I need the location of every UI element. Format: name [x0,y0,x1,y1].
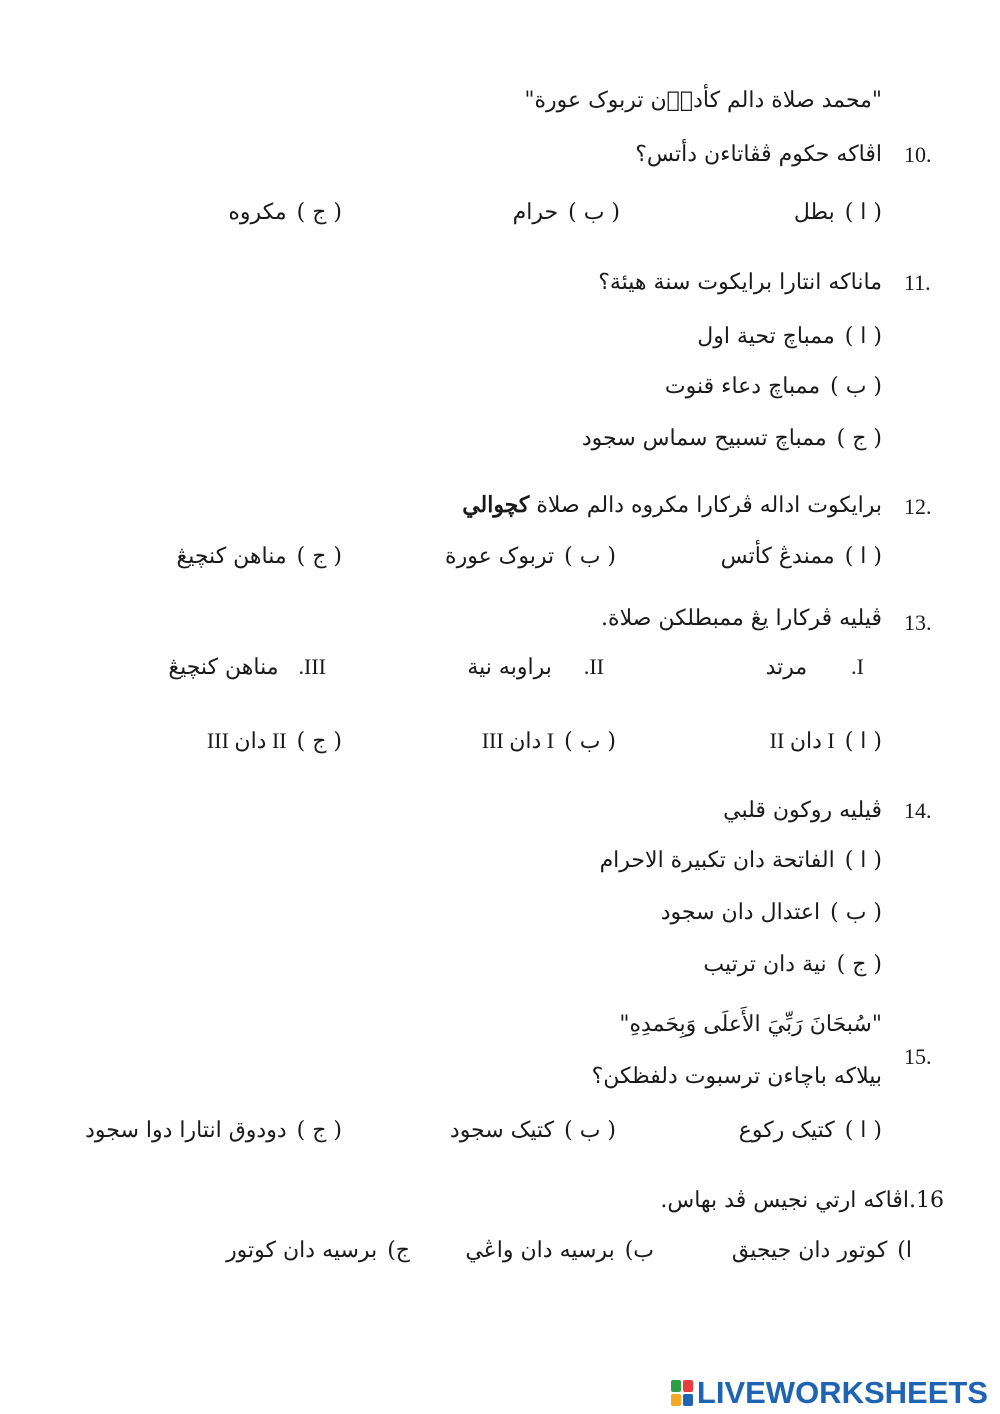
q13-statement-iii-label: III. [298,654,326,679]
q16-option-a-text: كوتور دان جيجيق [731,1238,888,1263]
q14-option-b-text: اعتدال دان سجود [660,900,821,925]
q15-quote: "سُبحَانَ رَبِّيَ الأَعلَى وَبِحَمدِهِ" [619,1012,882,1037]
q12-option-a-label: ( ا ) [844,544,882,569]
q15-option-c-label: ( ج ) [296,1118,342,1143]
logo-square-yellow [671,1394,681,1406]
q14-option-c-label: ( ج ) [836,952,882,977]
q15-text: بيلاكه باچاءن ترسبوت دلفظكن؟ [591,1064,882,1089]
q13-option-b-text: I دان III [481,728,555,753]
q13-option-b[interactable] [482,726,616,757]
q15-option-b-label: ( ب ) [564,1118,616,1143]
q12-option-c-text: مناهن كنچيڠ [176,544,287,569]
q11-option-a[interactable] [697,322,882,352]
q12-option-c-label: ( ج ) [296,544,342,569]
q16-option-c-label: ج) [387,1238,410,1263]
q13-statement-iii-text: مناهن كنچيڠ [168,655,279,680]
q12-option-b-label: ( ب ) [564,544,616,569]
q12-text-line [462,490,882,521]
q10-option-b-label: ( ب ) [568,200,620,225]
q14-text: ڤيليه روكون قلبي [723,798,882,823]
q10-option-b-text: حرام [512,200,559,225]
q15-option-a-text: كتيک رکوع [738,1118,835,1143]
q16-option-b-label: ب) [624,1238,654,1263]
q13-number: 13. [904,610,932,635]
q12-text-bold: كچوالي [462,492,530,518]
q14-option-a[interactable] [600,846,882,876]
q13-option-c-text: II دان III [206,728,287,753]
q13-statement-i-label: I. [851,654,864,679]
q15-option-b-text: كتيک سجود [449,1118,555,1143]
q14-option-b-label: ( ب ) [830,900,882,925]
q10-option-b[interactable] [513,198,620,228]
q13-statement-ii [467,652,604,683]
q13-option-a-label: ( ا ) [844,729,882,754]
logo-square-blue [683,1394,693,1406]
q13-option-a[interactable] [770,726,882,757]
q14-option-a-text: الفاتحة دان تكبيرة الاحرام [599,848,835,873]
q10-number: 10. [904,142,932,167]
q12-option-a-text: ممندڠ كأتس [720,544,835,569]
q16-option-a-label: ا) [897,1238,912,1263]
liveworksheets-logo-icon [671,1380,693,1406]
q11-option-b[interactable] [665,372,882,402]
q15-option-a[interactable] [739,1116,882,1146]
q12-option-c[interactable] [177,542,343,572]
q16-option-b-text: برسيه دان واڠي [465,1238,615,1263]
q15-option-c[interactable] [85,1116,342,1146]
q13-statement-ii-label: II. [583,654,604,679]
q10-option-a-text: بطل [793,200,835,225]
q15-option-c-text: دودوق انتارا دوا سجود [85,1118,287,1143]
q13-statement-iii [168,652,326,683]
q10-option-a-label: ( ا ) [844,200,882,225]
q15-option-a-label: ( ا ) [844,1118,882,1143]
q13-option-c[interactable] [207,726,342,757]
q12-option-b[interactable] [445,542,616,572]
q15-number: 15. [904,1044,932,1069]
q14-number: 14. [904,798,932,823]
q11-text: ماناكه انتارا برايكوت سنة هيئة؟ [598,270,882,295]
q13-statement-i [766,652,864,683]
q11-option-c-label: ( ج ) [836,426,882,451]
q11-option-b-label: ( ب ) [830,374,882,399]
q16-option-c-text: برسيه دان كوتور [226,1238,378,1263]
q11-option-c-text: ممباچ تسبيح سماس سجود [581,426,827,451]
q14-option-b[interactable] [661,898,882,928]
liveworksheets-footer[interactable] [671,1375,988,1411]
q16-option-b[interactable] [465,1236,654,1266]
q10-option-c[interactable] [228,198,342,228]
q10-option-a[interactable] [794,198,882,228]
q12-number: 12. [904,494,932,519]
q14-option-c[interactable] [703,950,882,980]
q13-statement-ii-text: براوبه نية [467,655,552,680]
q16-text: 16.اڤاكه ارتي نجيس ڤد بهاس. [660,1188,944,1213]
q14-option-c-text: نية دان ترتيب [703,952,827,977]
q10-option-c-text: مكروه [228,200,287,225]
q11-option-b-text: ممباچ دعاء قنوت [664,374,821,399]
q10-text: اڤاكه حكوم ڤڤاتاءن دأتس؟ [635,142,882,167]
brand-name: LIVEWORKSHEETS [696,1375,988,1410]
q12-text: برايكوت اداله ڤركارا مكروه دالم صلاة [536,493,882,518]
q13-option-c-label: ( ج ) [296,729,342,754]
intro-quote: "محمد صلاة دالم كأدا٘ن تربوک عورة" [524,88,882,113]
logo-square-green [671,1380,681,1392]
q11-option-c[interactable] [582,424,882,454]
q13-option-a-text: I دان II [769,728,835,753]
q16-option-c[interactable] [226,1236,410,1266]
q11-option-a-label: ( ا ) [844,324,882,349]
q12-option-a[interactable] [721,542,882,572]
q15-option-b[interactable] [450,1116,616,1146]
q10-option-c-label: ( ج ) [296,200,342,225]
q13-statement-i-text: مرتد [765,655,808,680]
q13-text: ڤيليه ڤركارا يڠ ممبطلكن صلاة. [601,606,882,631]
q16-option-a[interactable] [732,1236,912,1266]
q12-option-b-text: تربوک عورة [445,544,555,569]
q11-number: 11. [904,270,931,295]
q14-option-a-label: ( ا ) [844,848,882,873]
q11-option-a-text: ممباچ تحية اول [697,324,835,349]
logo-square-red [683,1380,693,1392]
q13-option-b-label: ( ب ) [564,729,616,754]
